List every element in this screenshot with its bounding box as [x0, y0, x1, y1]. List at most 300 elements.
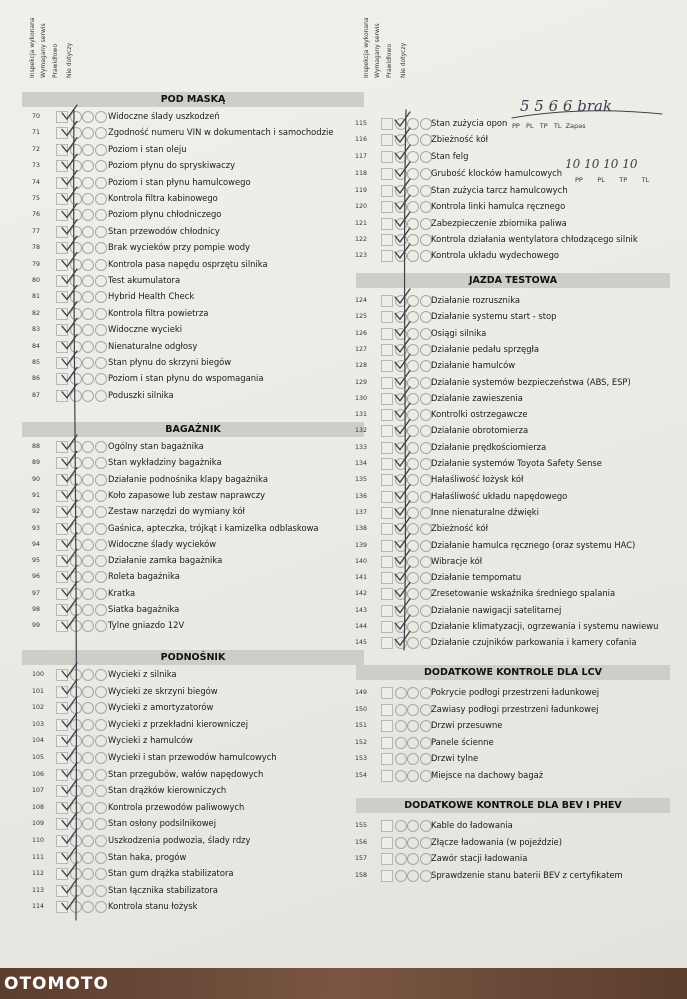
correct-circle [82, 324, 94, 336]
checklist-row [355, 232, 675, 248]
checklist-row [32, 472, 352, 488]
item-number: 82 [32, 309, 41, 317]
item-label: Poduszki silnika [108, 389, 174, 400]
inspection-checkbox [381, 151, 393, 163]
item-label: Uszkodzenia podwozia, ślady rdzy [108, 835, 251, 845]
item-label: Zbieżność kół [431, 523, 489, 534]
service-circle [70, 490, 82, 502]
correct-circle [407, 491, 419, 503]
inspection-checkbox [56, 324, 68, 336]
checklist-row [32, 750, 352, 766]
service-circle [395, 605, 407, 617]
correct-circle [82, 868, 94, 880]
service-circle [70, 669, 82, 681]
inspection-checkbox [56, 341, 68, 353]
correct-circle [407, 720, 419, 732]
correct-circle [82, 901, 94, 913]
inspection-checkbox [56, 144, 68, 156]
checklist-row [32, 388, 352, 404]
item-label: Poziom i stan oleju [108, 143, 187, 154]
service-circle [395, 458, 407, 470]
inspection-checkbox [381, 853, 393, 865]
not-applicable-circle [95, 226, 107, 238]
item-label: Grubość klocków hamulcowych [431, 168, 563, 178]
inspection-checkbox [381, 870, 393, 882]
inspection-checkbox [56, 111, 68, 123]
inspection-checkbox [56, 802, 68, 814]
correct-circle [407, 118, 419, 130]
service-circle [395, 621, 407, 633]
item-number: 70 [32, 113, 41, 120]
service-circle [395, 753, 407, 765]
col-service-required: Wymagany serwis [40, 23, 47, 78]
not-applicable-circle [95, 490, 107, 502]
otomoto-watermark: OTOMOTO [4, 974, 109, 994]
service-circle [395, 328, 407, 340]
inspection-checkbox [381, 556, 393, 568]
checklist-row [355, 538, 675, 554]
not-applicable-circle [95, 752, 107, 764]
item-number: 118 [355, 170, 368, 177]
service-circle [70, 885, 82, 897]
correct-circle [407, 837, 419, 849]
correct-circle [82, 390, 94, 402]
checklist-row [355, 248, 675, 264]
service-circle [70, 523, 82, 535]
checklist-row [32, 521, 352, 537]
correct-circle [82, 111, 94, 123]
item-number: 114 [32, 903, 45, 911]
not-applicable-circle [95, 686, 107, 698]
item-number: 91 [32, 491, 41, 499]
item-label: Stan zużycia opon [431, 118, 508, 128]
correct-circle [407, 250, 419, 262]
service-circle [395, 588, 407, 600]
item-label: Działanie pedału sprzęgła [431, 343, 540, 354]
item-number: 85 [32, 359, 41, 366]
item-label: Kable do ładowania [431, 820, 513, 830]
item-number: 103 [32, 720, 45, 728]
item-number: 96 [32, 573, 41, 581]
inspection-checkbox [56, 523, 68, 535]
inspection-checkbox [56, 571, 68, 583]
inspection-checkbox [381, 442, 393, 454]
correct-circle [82, 588, 94, 600]
inspection-checkbox [381, 770, 393, 782]
item-label: Tylne gniazdo 12V [108, 620, 185, 631]
item-number: 156 [355, 838, 368, 846]
inspection-checkbox [381, 250, 393, 262]
item-number: 89 [32, 459, 41, 467]
service-circle [395, 720, 407, 732]
item-label: Działanie systemów bezpieczeństwa (ABS, ESP) [431, 376, 631, 387]
service-circle [70, 620, 82, 632]
not-applicable-circle [95, 209, 107, 221]
item-number: 74 [32, 178, 41, 186]
item-label: Widoczne wycieki [108, 324, 183, 335]
correct-circle [82, 291, 94, 303]
item-label: Stan gum drążka stabilizatora [108, 868, 234, 879]
inspection-checkbox [56, 818, 68, 830]
item-label: Koło zapasowe lub zestaw naprawczy [108, 489, 266, 500]
handwritten-brake-values: 10 10 10 10 [565, 157, 638, 171]
item-label: Stan przewodów chłodnicy [108, 225, 220, 236]
item-label: Działanie tempomatu [431, 572, 522, 583]
checklist-row [355, 489, 675, 505]
item-label: Inne nienaturalne dźwięki [431, 506, 539, 517]
service-circle [70, 474, 82, 486]
service-circle [395, 393, 407, 405]
not-applicable-circle [95, 604, 107, 616]
inspection-checkbox [56, 604, 68, 616]
checklist-row [32, 899, 352, 915]
checklist-row [355, 216, 675, 232]
correct-circle [407, 218, 419, 230]
inspection-checkbox [56, 555, 68, 567]
service-circle [70, 785, 82, 797]
service-circle [70, 226, 82, 238]
checklist-row [32, 883, 352, 899]
correct-circle [407, 168, 419, 180]
checklist-row [355, 554, 675, 570]
checklist-row [355, 505, 675, 521]
inspection-checkbox [381, 234, 393, 246]
correct-circle [407, 637, 419, 649]
service-circle [70, 127, 82, 139]
checklist-row [32, 586, 352, 602]
item-label: Hałaśliwość układu napędowego [431, 490, 568, 501]
correct-circle [407, 151, 419, 163]
correct-circle [407, 295, 419, 307]
not-applicable-circle [95, 144, 107, 156]
service-circle [70, 735, 82, 747]
inspection-checkbox [56, 209, 68, 221]
item-label: Działanie zawieszenia [431, 392, 523, 403]
col-not-applicable-right: Nie dotyczy [400, 42, 407, 78]
item-label: Miejsce na dachowy bagaż [431, 769, 544, 780]
col-correct-right: Prawidłowo [386, 44, 393, 78]
item-number: 141 [355, 574, 368, 582]
checklist-row [355, 326, 675, 342]
item-label: Zestaw narzędzi do wymiany kół [108, 506, 245, 517]
service-circle [395, 556, 407, 568]
item-label: Działanie hamulca ręcznego (oraz systemu HAC) [431, 539, 636, 550]
inspection-checkbox [381, 218, 393, 230]
checklist-row [355, 375, 675, 391]
service-circle [395, 201, 407, 213]
item-number: 122 [355, 236, 368, 243]
correct-circle [82, 620, 94, 632]
inspection-checkbox [381, 540, 393, 552]
correct-circle [82, 669, 94, 681]
correct-circle [82, 160, 94, 172]
service-circle [395, 637, 407, 649]
inspection-checkbox [381, 523, 393, 535]
correct-circle [82, 571, 94, 583]
correct-circle [82, 341, 94, 353]
correct-circle [407, 328, 419, 340]
inspection-checkbox [56, 474, 68, 486]
item-number: 136 [355, 492, 368, 500]
not-applicable-circle [95, 868, 107, 880]
inspection-checkbox [381, 295, 393, 307]
inspection-checkbox [56, 373, 68, 385]
correct-circle [407, 853, 419, 865]
item-number: 117 [355, 153, 368, 160]
correct-circle [407, 442, 419, 454]
inspection-checkbox [381, 328, 393, 340]
checklist-row [355, 586, 675, 602]
correct-circle [82, 308, 94, 320]
service-circle [395, 540, 407, 552]
correct-circle [407, 360, 419, 372]
service-circle [70, 752, 82, 764]
item-label: Kontrola układu wydechowego [431, 250, 560, 260]
inspection-checkbox [381, 637, 393, 649]
service-circle [395, 572, 407, 584]
item-label: Drzwi tylne [431, 753, 479, 763]
item-label: Działanie obrotomierza [431, 425, 529, 436]
inspection-checkbox [56, 490, 68, 502]
checklist-row [32, 439, 352, 455]
checklist-row [355, 358, 675, 374]
checklist-row [32, 537, 352, 553]
inspection-checkbox [56, 901, 68, 913]
item-number: 86 [32, 375, 41, 383]
inspection-checkbox [381, 134, 393, 146]
service-circle [395, 234, 407, 246]
item-label: Działanie systemu start - stop [431, 311, 557, 322]
service-circle [70, 390, 82, 402]
service-circle [395, 770, 407, 782]
correct-circle [82, 686, 94, 698]
item-number: 140 [355, 557, 368, 565]
item-number: 153 [355, 755, 368, 762]
service-circle [395, 837, 407, 849]
not-applicable-circle [95, 373, 107, 385]
service-circle [70, 588, 82, 600]
service-circle [395, 118, 407, 130]
not-applicable-circle [95, 242, 107, 254]
item-label: Kontrola filtra powietrza [108, 307, 209, 318]
correct-circle [82, 506, 94, 518]
inspection-checkbox [56, 702, 68, 714]
checklist-row [32, 322, 352, 338]
inspection-checkbox [381, 393, 393, 405]
not-applicable-circle [95, 702, 107, 714]
checklist-row [355, 635, 675, 651]
not-applicable-circle [95, 835, 107, 847]
item-number: 102 [32, 704, 45, 712]
item-number: 138 [355, 525, 368, 533]
item-label: Działanie zamka bagażnika [108, 555, 223, 566]
item-number: 71 [32, 129, 41, 137]
inspection-checkbox [56, 719, 68, 731]
item-number: 155 [355, 822, 368, 829]
correct-circle [82, 242, 94, 254]
checklist-row [32, 767, 352, 783]
item-label: Wycieki z silnika [108, 669, 177, 679]
item-label: Kontrola filtra kabinowego [108, 193, 218, 203]
not-applicable-circle [95, 802, 107, 814]
item-number: 115 [355, 120, 368, 127]
item-label: Zawiasy podłogi przestrzeni ładunkowej [431, 703, 599, 714]
item-number: 131 [355, 411, 368, 419]
correct-circle [407, 540, 419, 552]
item-number: 104 [32, 737, 45, 745]
section-header: DODATKOWE KONTROLE DLA LCV [356, 665, 670, 680]
inspection-checkbox [381, 837, 393, 849]
handwritten-tire-values: 5 5 6 6 brak [520, 97, 613, 115]
checklist-row [355, 456, 675, 472]
item-number: 139 [355, 541, 368, 549]
inspection-checkbox [56, 769, 68, 781]
checklist-row [32, 142, 352, 158]
service-circle [395, 151, 407, 163]
inspection-checkbox [381, 588, 393, 600]
inspection-checkbox [56, 868, 68, 880]
item-label: Drzwi przesuwne [431, 720, 503, 730]
not-applicable-circle [95, 441, 107, 453]
item-label: Wibracje kół [431, 555, 483, 566]
checklist-row [355, 407, 675, 423]
item-label: Zawór stacji ładowania [431, 853, 528, 863]
correct-circle [407, 621, 419, 633]
correct-circle [407, 588, 419, 600]
item-label: Wycieki z hamulców [108, 735, 193, 746]
correct-circle [82, 127, 94, 139]
item-label: Poziom i stan płynu do wspomagania [108, 373, 264, 384]
not-applicable-circle [95, 571, 107, 583]
not-applicable-circle [95, 390, 107, 402]
correct-circle [82, 441, 94, 453]
not-applicable-circle [95, 555, 107, 567]
inspection-checkbox [381, 425, 393, 437]
not-applicable-circle [95, 457, 107, 469]
checklist-row [32, 700, 352, 716]
correct-circle [407, 770, 419, 782]
checklist-row [355, 735, 675, 751]
item-label: Kontrola działania wentylatora chłodzącego silnik [431, 234, 638, 244]
item-label: Działanie rozrusznika [431, 295, 521, 305]
item-label: Kontrola przewodów paliwowych [108, 801, 245, 812]
inspection-checkbox [56, 357, 68, 369]
item-number: 154 [355, 771, 368, 779]
item-label: Kontrola pasa napędu osprzętu silnika [108, 258, 268, 269]
service-circle [395, 409, 407, 421]
correct-circle [82, 818, 94, 830]
checklist-row [32, 109, 352, 125]
not-applicable-circle [95, 852, 107, 864]
correct-circle [82, 769, 94, 781]
inspection-checkbox [381, 360, 393, 372]
checklist-row [355, 851, 675, 867]
not-applicable-circle [95, 523, 107, 535]
checklist-row [355, 702, 675, 718]
inspection-checkbox [381, 185, 393, 197]
item-label: Działanie prędkościomierza [431, 441, 547, 452]
correct-circle [82, 357, 94, 369]
service-circle [395, 523, 407, 535]
item-number: 132 [355, 427, 368, 435]
service-circle [395, 737, 407, 749]
service-circle [395, 870, 407, 882]
service-circle [70, 802, 82, 814]
inspection-checkbox [381, 377, 393, 389]
service-circle [70, 901, 82, 913]
checklist-row [355, 132, 675, 148]
checklist-row [32, 850, 352, 866]
item-label: Działanie czujników parkowania i kamery cofania [431, 637, 637, 648]
col-correct: Prawidłowo [52, 44, 59, 78]
inspection-checkbox [56, 620, 68, 632]
not-applicable-circle [95, 111, 107, 123]
item-label: Wycieki z amortyzatorów [108, 702, 214, 713]
service-circle [70, 868, 82, 880]
correct-circle [407, 201, 419, 213]
correct-circle [82, 719, 94, 731]
item-number: 121 [355, 220, 368, 227]
not-applicable-circle [95, 506, 107, 518]
inspection-checkbox [381, 621, 393, 633]
correct-circle [82, 835, 94, 847]
not-applicable-circle [95, 669, 107, 681]
section-header: JAZDA TESTOWA [356, 273, 670, 288]
checklist-row [355, 183, 675, 199]
not-applicable-circle [95, 324, 107, 336]
section-header: BAGAŻNIK [22, 422, 364, 437]
checklist-row [355, 818, 675, 834]
col-not-applicable: Nie dotyczy [66, 42, 73, 78]
item-label: Stan osłony podsilnikowej [108, 818, 217, 829]
inspection-checkbox [56, 177, 68, 189]
service-circle [395, 344, 407, 356]
service-circle [70, 291, 82, 303]
item-number: 83 [32, 326, 41, 334]
item-label: Test akumulatora [108, 275, 181, 285]
item-number: 101 [32, 687, 45, 695]
inspection-checkbox [381, 118, 393, 130]
item-label: Kontrolki ostrzegawcze [431, 409, 528, 420]
item-label: Roleta bagażnika [108, 571, 180, 582]
item-number: 94 [32, 540, 41, 548]
correct-circle [82, 373, 94, 385]
item-number: 124 [355, 297, 368, 304]
correct-circle [82, 702, 94, 714]
correct-circle [82, 785, 94, 797]
correct-circle [407, 474, 419, 486]
correct-circle [407, 572, 419, 584]
correct-circle [407, 185, 419, 197]
checklist-row [32, 733, 352, 749]
item-number: 129 [355, 378, 368, 386]
correct-circle [407, 523, 419, 535]
item-number: 90 [32, 475, 41, 483]
not-applicable-circle [95, 539, 107, 551]
inspection-checkbox [381, 507, 393, 519]
item-number: 110 [32, 837, 45, 844]
checklist-row [355, 199, 675, 215]
checklist-row [355, 342, 675, 358]
left-column-headers [30, 14, 88, 78]
checklist-row [32, 224, 352, 240]
not-applicable-circle [95, 719, 107, 731]
item-number: 120 [355, 203, 368, 210]
item-label: Stan zużycia tarcz hamulcowych [431, 185, 568, 195]
service-circle [70, 702, 82, 714]
checklist-row [32, 488, 352, 504]
not-applicable-circle [95, 357, 107, 369]
